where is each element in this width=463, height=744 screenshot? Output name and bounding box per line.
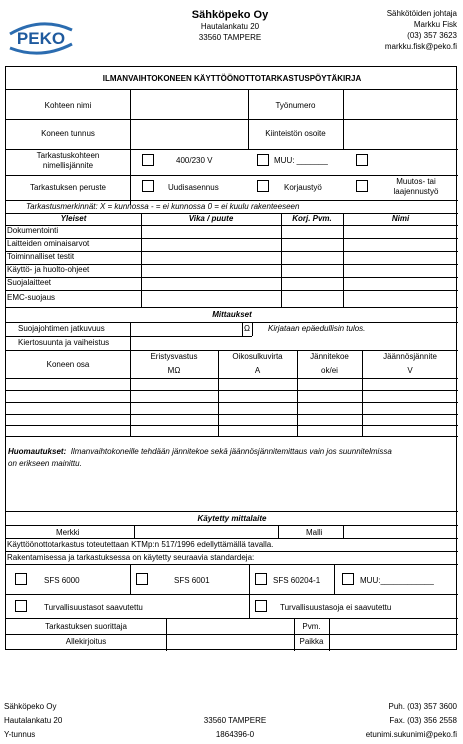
kiertosuunta-field[interactable] — [131, 337, 241, 350]
oikosulkuvirta-unit: A — [254, 366, 261, 375]
sfs6001-checkbox[interactable] — [136, 573, 148, 585]
suorittaja-label: Tarkastuksen suorittaja — [45, 622, 127, 631]
korjaustyo-checkbox[interactable] — [257, 180, 269, 192]
kohteen-nimi-field[interactable] — [131, 90, 247, 118]
allekirjoitus-label: Allekirjoitus — [65, 637, 107, 646]
peruste-label: Tarkastuksen peruste — [29, 183, 107, 192]
koneen-osa-header: Koneen osa — [46, 360, 90, 369]
col-yleiset: Yleiset — [60, 214, 87, 223]
eristysvastus-unit: MΩ — [167, 366, 181, 375]
col-nimi: Nimi — [391, 214, 410, 223]
turvallisuus-ei-label: Turvallisuustasoja ei saavutettu — [280, 603, 392, 612]
form-title: ILMANVAIHTOKONEEN KÄYTTÖÖNOTTOTARKASTUSPÖYTÄKIRJA — [102, 74, 362, 83]
oikosulkuvirta-header: Oikosulkuvirta — [232, 352, 283, 361]
col-vika-puute: Vika / puute — [188, 214, 234, 223]
turvallisuus-saavutettu-label: Turvallisuustasot saavutettu — [44, 603, 143, 612]
suojajohtimen-field[interactable] — [131, 323, 241, 336]
merkki-field[interactable] — [135, 526, 277, 538]
sfs6000-checkbox[interactable] — [15, 573, 27, 585]
yleiset-row-dokumentointi: Dokumentointi — [7, 226, 59, 235]
sfs6001-label: SFS 6001 — [174, 576, 210, 585]
tyonumero-field[interactable] — [344, 90, 457, 118]
footer-address — [4, 700, 62, 742]
company-postal: 33560 TAMPERE — [198, 33, 262, 42]
eristysvastus-header: Eristysvastus — [150, 352, 198, 361]
contact-phone: (03) 357 3623 — [407, 31, 457, 40]
allekirjoitus-field[interactable] — [167, 635, 293, 650]
sfs6000-label: SFS 6000 — [44, 576, 80, 585]
yleiset-row-ominaisarvot: Laitteiden ominaisarvot — [7, 239, 90, 248]
jaannosjannite-unit: V — [407, 366, 413, 375]
koneen-tunnus-label: Koneen tunnus — [41, 129, 95, 138]
footer-ytunnus-label: Y-tunnus — [4, 730, 36, 739]
yleiset-row-toiminnalliset: Toiminnalliset testit — [7, 252, 75, 261]
jannitekoe-header: Jännitekoe — [310, 352, 349, 361]
pvm-label: Pvm. — [302, 622, 321, 631]
muutostyo-label-1: Muutos- tai — [396, 177, 436, 186]
ohm-unit: Ω — [244, 324, 250, 333]
contact-email[interactable]: markku.fisk@peko.fi — [384, 42, 457, 51]
huomautukset-text-2: on erikseen mainittu. — [8, 459, 82, 468]
footer-fax: Fax. (03) 356 2558 — [389, 716, 457, 725]
suorittaja-field[interactable] — [167, 619, 293, 633]
peko-logo — [6, 12, 76, 58]
ktmp-statement: Käyttöönottotarkastus toteutettaan KTMp:n 517/1996 edellyttämällä tavalla. — [7, 540, 274, 549]
voltage-400-checkbox[interactable] — [142, 154, 154, 166]
kirjataan-note: Kirjataan epäedullisin tulos. — [268, 324, 366, 333]
svg-text:PEKO: PEKO — [16, 29, 66, 48]
col-korj-pvm: Korj. Pvm. — [292, 214, 332, 223]
huomautukset-text-1: Huomautukset: Ilmanvaihtokoneille tehdään jännitekoe sekä jäännösjännitemittaus vain jos suunnitelmissa — [8, 447, 392, 456]
footer-postal: 33560 TAMPERE — [203, 716, 267, 725]
tarkastusmerkinnat-legend: Tarkastusmerkinnät: X = kunnossa - = ei kunnossa 0 = ei kuulu rakenteeseen — [26, 202, 300, 211]
voltage-extra-checkbox[interactable] — [356, 154, 368, 166]
muu-standard-label: MUU:____________ — [360, 576, 434, 585]
company-street: Hautalankatu 20 — [200, 22, 260, 31]
voltage-400-label: 400/230 V — [176, 156, 213, 165]
company-address — [170, 10, 290, 43]
nimellisjannite-label-2: nimellisjännite — [42, 161, 94, 170]
footer-ytunnus: 1864396-0 — [215, 730, 255, 739]
muutostyo-label-2: laajennustyö — [393, 187, 439, 196]
paikka-field[interactable] — [330, 635, 457, 650]
kohteen-nimi-label: Kohteen nimi — [44, 101, 92, 110]
yleiset-row-suojalaitteet: Suojalaitteet — [7, 278, 52, 287]
company-name: Sähköpeko Oy — [191, 9, 269, 21]
korjaustyo-label: Korjaustyö — [284, 183, 322, 192]
merkki-label: Merkki — [56, 528, 80, 537]
jaannosjannite-header: Jäännösjännite — [383, 352, 437, 361]
suojajohtimen-label: Suojajohtimen jatkuvuus — [18, 324, 105, 333]
turvallisuus-saavutettu-checkbox[interactable] — [15, 600, 27, 612]
voltage-muu-label: MUU: _______ — [274, 156, 328, 165]
footer-center — [190, 714, 280, 742]
footer-street: Hautalankatu 20 — [4, 716, 63, 725]
standardeja-statement: Rakentamisessa ja tarkastuksessa on käytetty seuraavia standardeja: — [7, 553, 255, 562]
yleiset-row-kaytto-ohjeet: Käyttö- ja huolto-ohjeet — [7, 265, 90, 274]
muutostyo-checkbox[interactable] — [356, 180, 368, 192]
sfs60204-checkbox[interactable] — [255, 573, 267, 585]
inspection-form — [5, 66, 457, 650]
contact-name: Markku Fisk — [413, 20, 457, 29]
huomautukset-field[interactable] — [7, 471, 457, 509]
turvallisuus-ei-checkbox[interactable] — [255, 600, 267, 612]
malli-field[interactable] — [344, 526, 457, 538]
muu-standard-checkbox[interactable] — [342, 573, 354, 585]
yleiset-row-emc: EMC-suojaus — [7, 293, 56, 302]
mittaukset-heading: Mittaukset — [212, 310, 252, 319]
kiinteiston-osoite-label: Kiinteistön osoite — [265, 129, 326, 138]
nimellisjannite-label-1: Tarkastuskohteen — [36, 151, 100, 160]
koneen-tunnus-field[interactable] — [131, 120, 247, 148]
footer-phone: Puh. (03) 357 3600 — [388, 702, 457, 711]
uudisasennus-checkbox[interactable] — [142, 180, 154, 192]
footer-company: Sähköpeko Oy — [4, 702, 57, 711]
kiertosuunta-label: Kiertosuunta ja vaiheistus — [18, 338, 110, 347]
footer-email[interactable]: etunimi.sukunimi@peko.fi — [365, 730, 457, 739]
kaytetty-mittalaite-heading: Käytetty mittalaite — [197, 514, 267, 523]
contact-block — [385, 8, 457, 52]
pvm-field[interactable] — [330, 619, 457, 633]
contact-title: Sähkötöiden johtaja — [386, 9, 457, 18]
voltage-muu-checkbox[interactable] — [257, 154, 269, 166]
uudisasennus-label: Uudisasennus — [168, 183, 219, 192]
malli-label: Malli — [306, 528, 323, 537]
footer-contact — [366, 700, 457, 742]
tyonumero-label: Työnumero — [275, 101, 316, 110]
kiinteiston-osoite-field[interactable] — [344, 120, 457, 148]
paikka-label: Paikka — [299, 637, 324, 646]
sfs60204-label: SFS 60204-1 — [273, 576, 321, 585]
jannitekoe-unit: ok/ei — [321, 366, 338, 375]
